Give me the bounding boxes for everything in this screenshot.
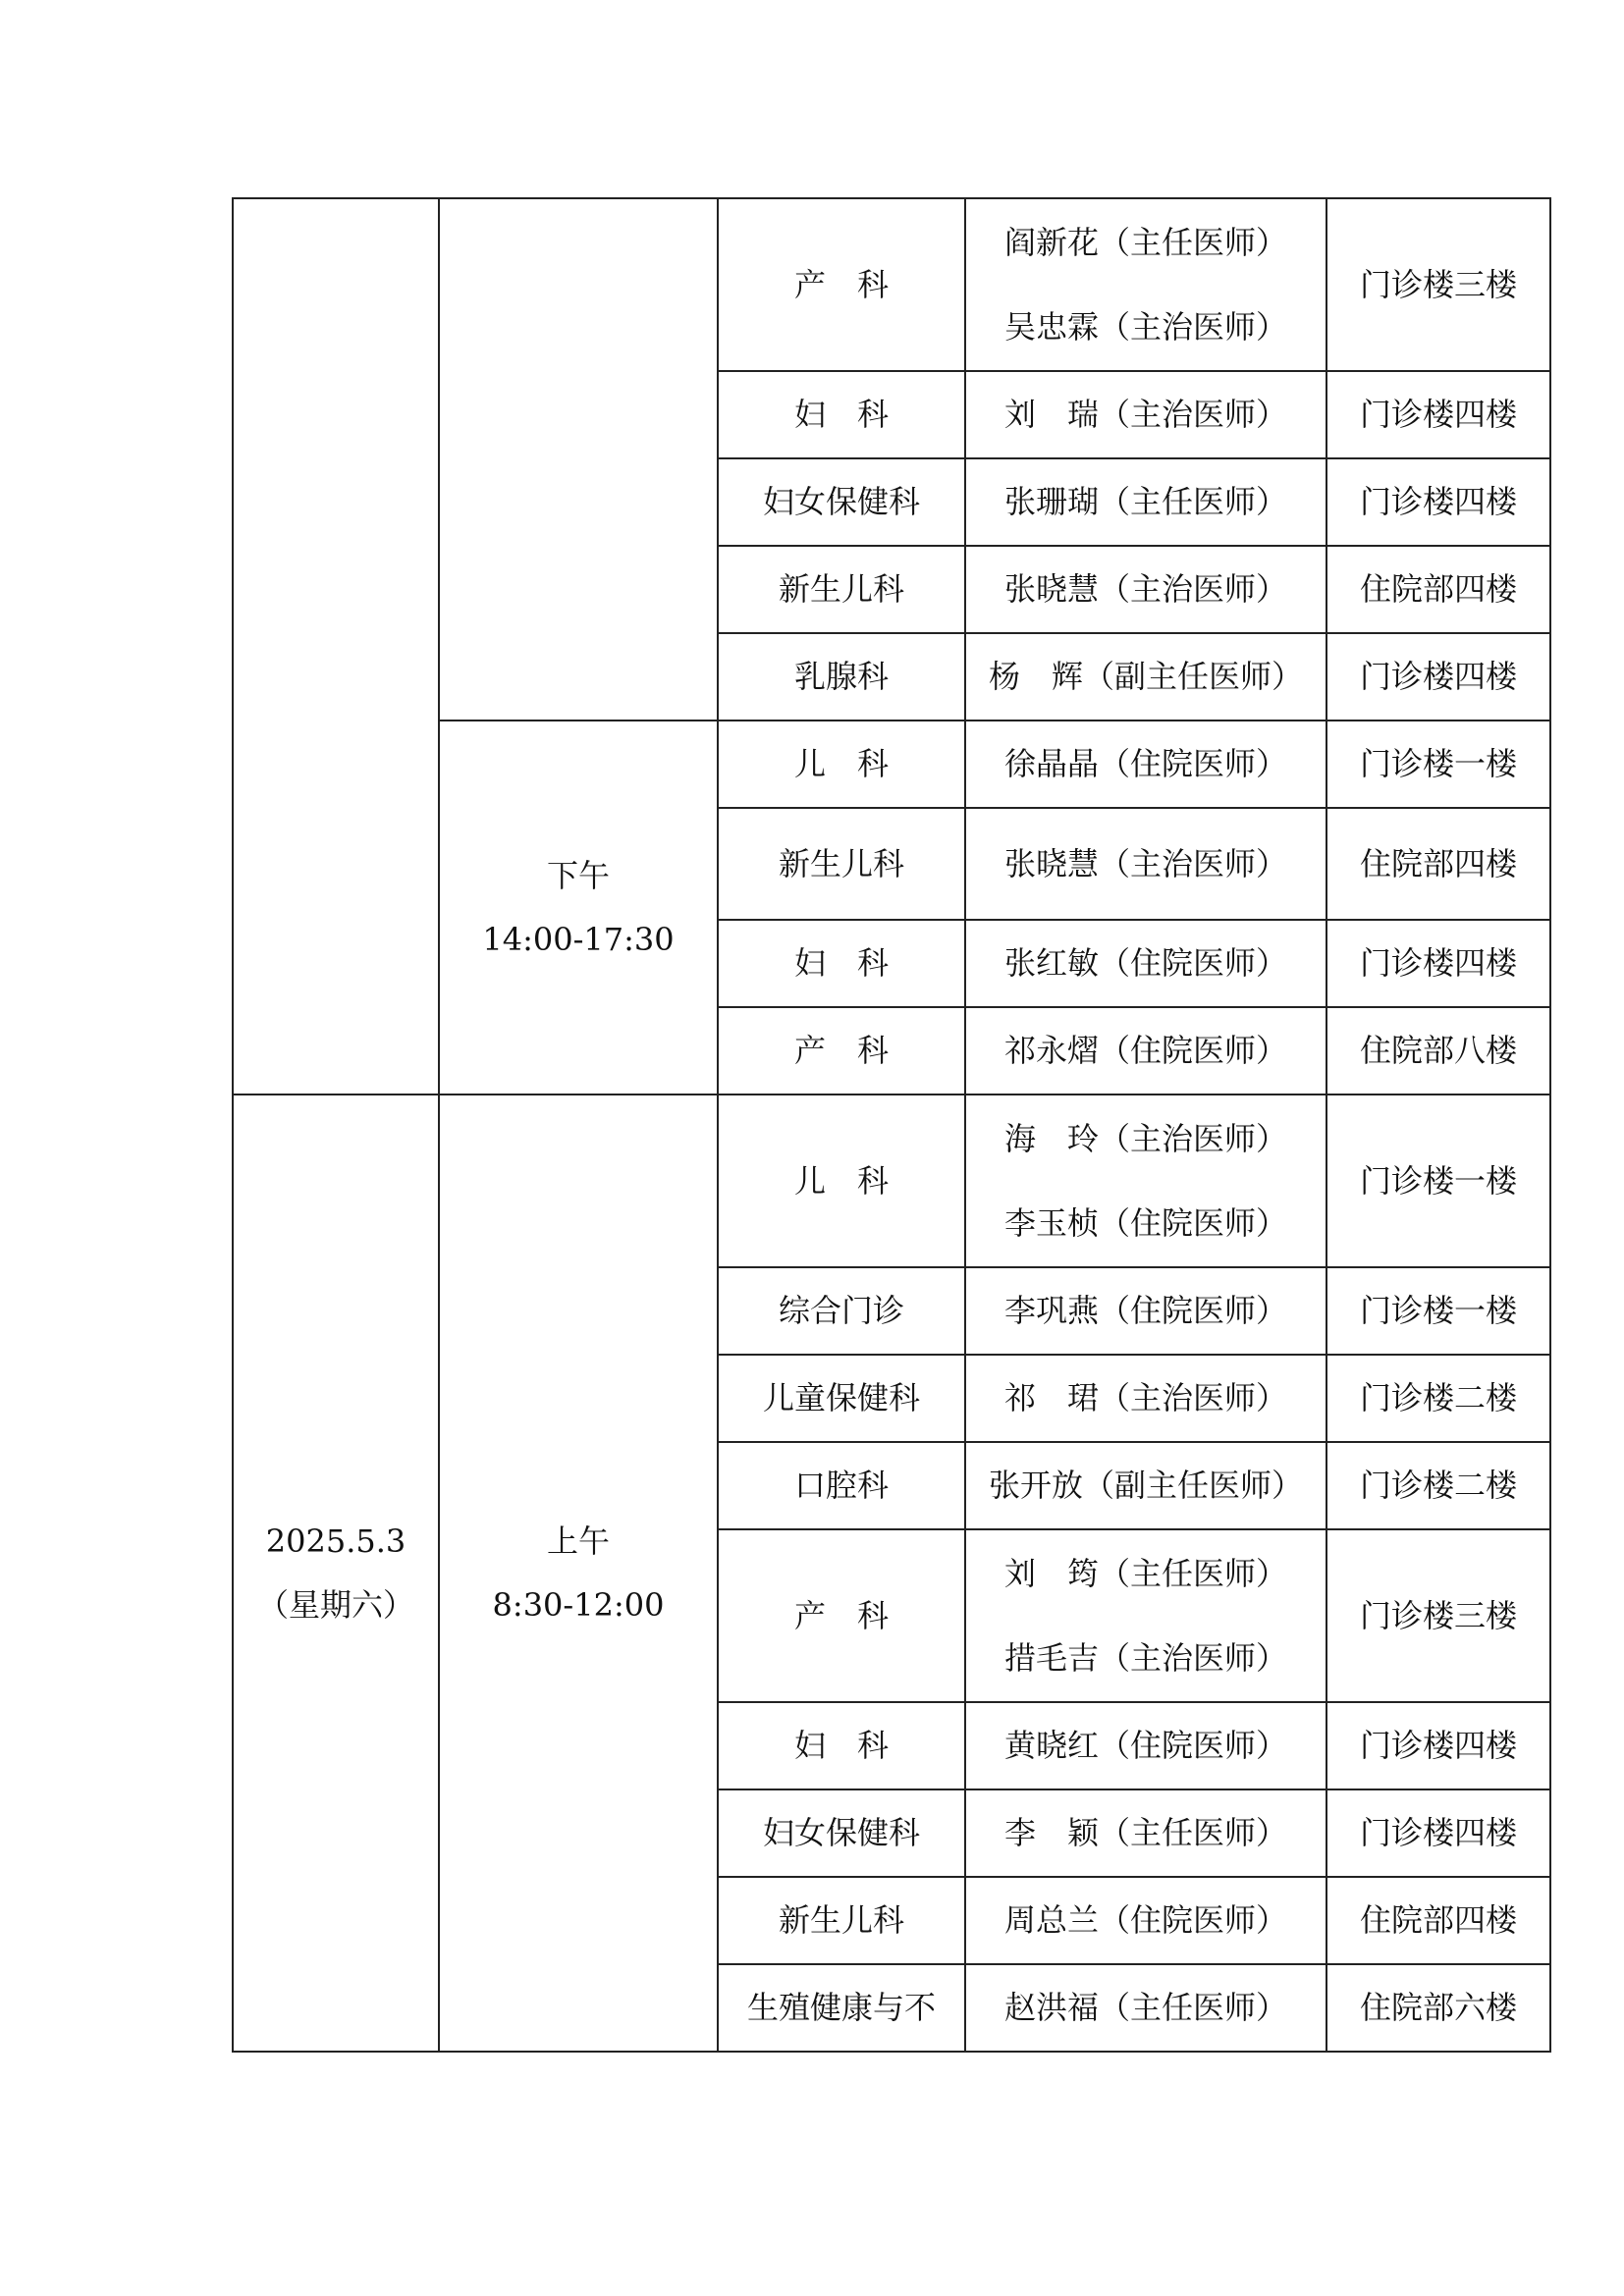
doctor-name: 杨 辉（副主任医师） [988,658,1303,696]
doctor-name: 李 颖（主任医师） [1003,1814,1287,1852]
department-cell: 口腔科 [718,1442,965,1529]
doctor-name: 措毛吉（主治医师） [1003,1639,1287,1677]
doctor-name: 吴忠霖（主治医师） [1003,308,1287,346]
department-cell: 新生儿科 [718,808,965,920]
department-cell: 妇 科 [718,920,965,1007]
location-cell: 住院部四楼 [1326,546,1550,633]
doctor-cell [965,920,1326,1007]
time-slot-hours: 14:00-17:30 [482,920,675,958]
doctor-cell [965,1702,1326,1789]
time-slot-hours: 8:30-12:00 [492,1585,665,1624]
location-cell: 门诊楼四楼 [1326,1702,1550,1789]
location-cell: 住院部六楼 [1326,1964,1550,2052]
time-slot-cell [439,721,718,1095]
department-cell: 综合门诊 [718,1267,965,1355]
department-cell: 新生儿科 [718,1877,965,1964]
doctor-name: 李巩燕（住院医师） [1003,1292,1287,1330]
location-cell: 门诊楼三楼 [1326,198,1550,371]
department-cell: 产 科 [718,1007,965,1095]
department-cell: 产 科 [718,198,965,371]
doctor-cell [965,458,1326,546]
doctor-name: 阎新花（主任医师） [1003,223,1287,261]
location-cell: 门诊楼二楼 [1326,1442,1550,1529]
doctor-name: 黄晓红（住院医师） [1003,1727,1287,1765]
doctor-cell [965,1789,1326,1877]
doctor-cell [965,1267,1326,1355]
location-cell: 门诊楼一楼 [1326,721,1550,808]
doctor-cell [965,633,1326,721]
weekday-label: （星期六） [256,1585,414,1624]
department-cell: 生殖健康与不 [718,1964,965,2052]
date-value: 2025.5.3 [265,1522,406,1561]
date-cell [233,1095,439,2052]
location-cell: 门诊楼四楼 [1326,371,1550,458]
location-cell: 住院部四楼 [1326,1877,1550,1964]
doctor-cell [965,1529,1326,1702]
time-slot-name: 上午 [546,1522,610,1561]
department-cell: 妇女保健科 [718,1789,965,1877]
department-cell: 新生儿科 [718,546,965,633]
doctor-cell [965,1964,1326,2052]
doctor-cell [965,1355,1326,1442]
doctor-name: 张开放（副主任医师） [988,1467,1303,1505]
department-cell: 产 科 [718,1529,965,1702]
doctor-cell [965,1007,1326,1095]
date-cell [233,198,439,1095]
department-cell: 儿 科 [718,1095,965,1267]
location-cell: 住院部八楼 [1326,1007,1550,1095]
doctor-name: 张晓慧（主治医师） [1003,570,1287,609]
location-cell: 门诊楼一楼 [1326,1267,1550,1355]
location-cell: 门诊楼二楼 [1326,1355,1550,1442]
doctor-cell [965,198,1326,371]
location-cell: 门诊楼一楼 [1326,1095,1550,1267]
doctor-name: 张红敏（住院医师） [1003,944,1287,983]
table-row [233,198,1550,371]
location-cell: 门诊楼四楼 [1326,1789,1550,1877]
department-cell: 妇 科 [718,371,965,458]
location-cell: 住院部四楼 [1326,808,1550,920]
location-cell: 门诊楼四楼 [1326,633,1550,721]
doctor-name: 李玉桢（住院医师） [1003,1204,1287,1242]
time-slot-cell [439,1095,718,2052]
department-cell: 妇 科 [718,1702,965,1789]
location-cell: 门诊楼四楼 [1326,920,1550,1007]
duty-schedule-table [232,197,1551,2053]
doctor-cell [965,1442,1326,1529]
table-row [233,1095,1550,1267]
department-cell: 乳腺科 [718,633,965,721]
doctor-cell [965,721,1326,808]
doctor-cell [965,371,1326,458]
time-slot-cell [439,198,718,721]
doctor-name: 刘 筠（主任医师） [1003,1554,1287,1592]
doctor-cell [965,1095,1326,1267]
location-cell: 门诊楼四楼 [1326,458,1550,546]
doctor-cell [965,808,1326,920]
department-cell: 妇女保健科 [718,458,965,546]
doctor-cell [965,1877,1326,1964]
doctor-name: 周总兰（住院医师） [1003,1901,1287,1940]
time-slot-name: 下午 [546,857,610,895]
department-cell: 儿童保健科 [718,1355,965,1442]
location-cell: 门诊楼三楼 [1326,1529,1550,1702]
doctor-name: 祁 珺（主治医师） [1003,1379,1287,1417]
doctor-name: 徐晶晶（住院医师） [1003,745,1287,783]
doctor-cell [965,546,1326,633]
doctor-name: 祁永熠（住院医师） [1003,1032,1287,1070]
doctor-name: 张晓慧（主治医师） [1003,844,1287,882]
doctor-name: 刘 瑞（主治医师） [1003,396,1287,434]
department-cell: 儿 科 [718,721,965,808]
doctor-name: 海 玲（主治医师） [1003,1119,1287,1157]
doctor-name: 张珊瑚（主任医师） [1003,483,1287,521]
doctor-name: 赵洪福（主任医师） [1003,1989,1287,2027]
